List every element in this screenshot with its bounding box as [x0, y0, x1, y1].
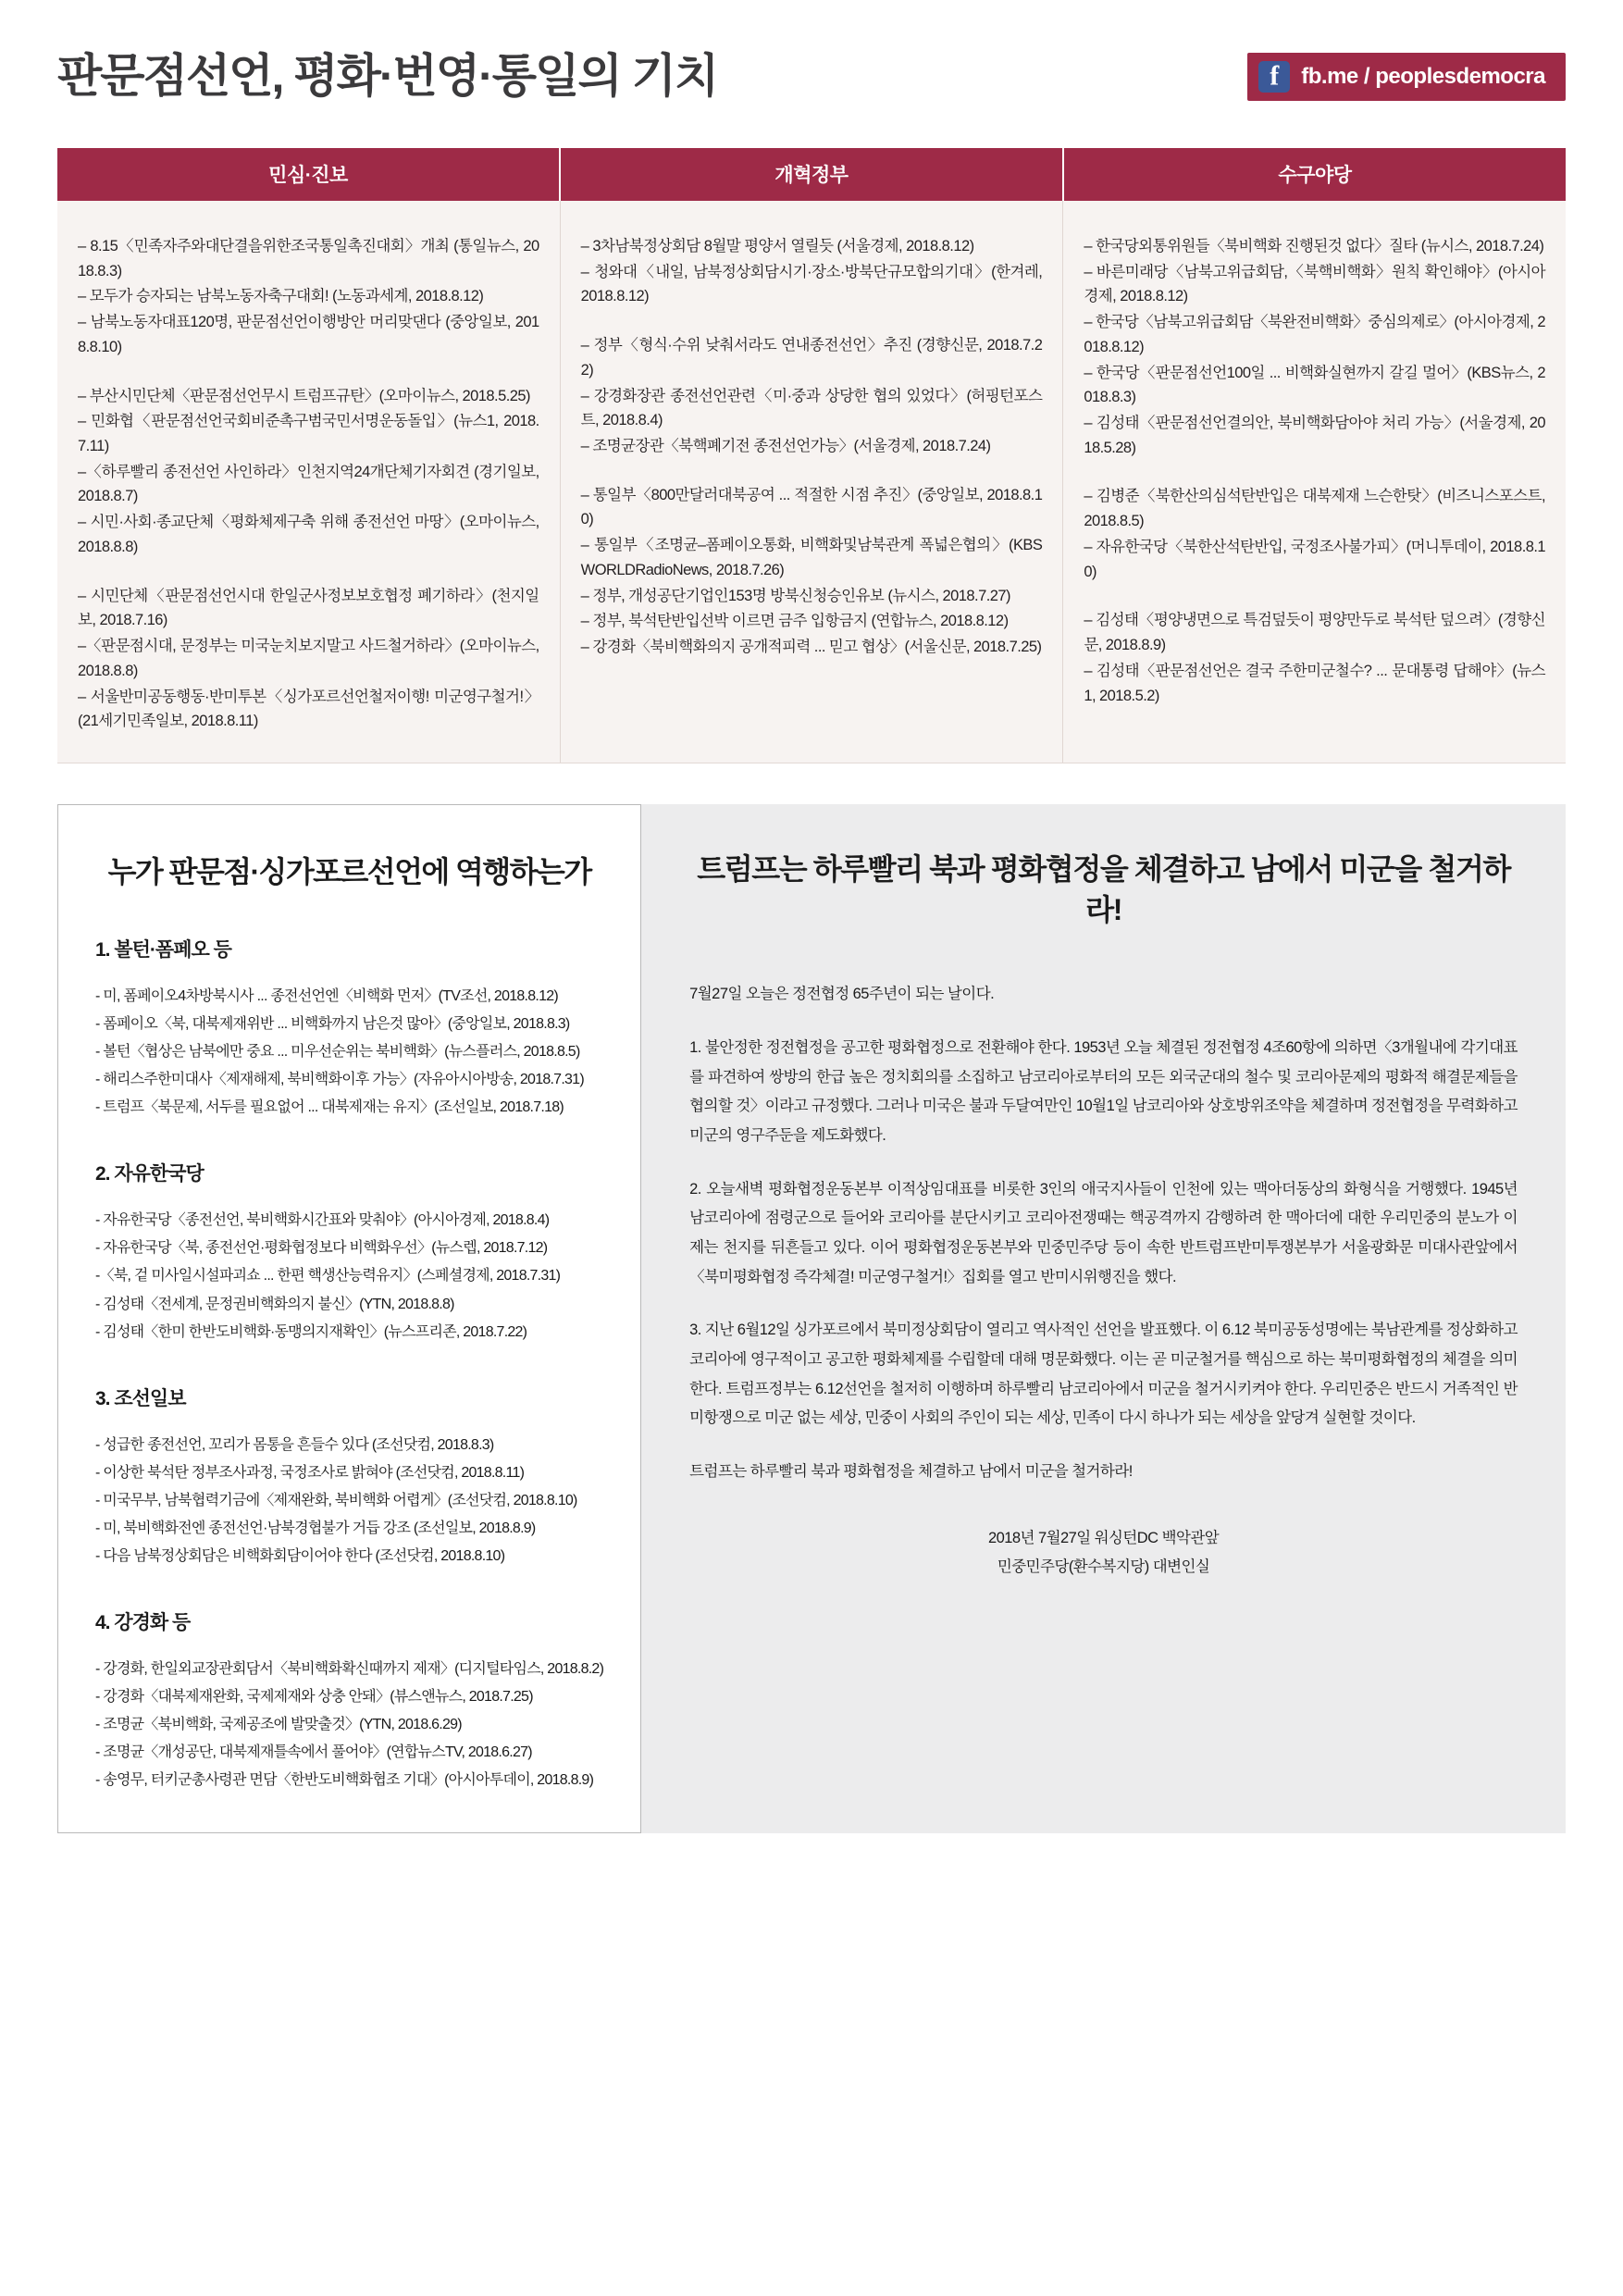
statement-paragraph: 1. 불안정한 정전협정을 공고한 평화협정으로 전환해야 한다. 1953년 오늘 체결된 정전협정 4조60항에 의하면〈3개월내에 각기대표를 파견하여 쌍방의 한급 높은 정치회의를 소집하고 남코리아로부터의 모든 외국군대의 철수 및 코리아문제의 평화적 해결문제들을 협의할 것〉이라고 규정했다. 그러나 미국은 불과 두달여만인 10월1일 남코리아와 상호방위조약을 체결하며 정전협정을 무력화하고 미군의 영구주둔을 제도화했다.: [689, 1038, 1518, 1144]
facebook-badge[interactable]: [1247, 53, 1566, 101]
clipping-item: – 바른미래당〈남북고위급회담,〈북핵비핵화〉원칙 확인해야〉(아시아경제, 2018.8.12): [1084, 263, 1546, 305]
clipping-group: [78, 584, 539, 734]
section-item: - 미국무부, 남북협력기금에〈제재완화, 북비핵화 어렵게〉(조선닷컴, 2018.8.10): [95, 1492, 577, 1508]
section-item: - 성급한 종전선언, 꼬리가 몸통을 흔들수 있다 (조선닷컴, 2018.8.3): [95, 1436, 494, 1453]
signature-line: 민중민주당(환수복지당) 대변인실: [997, 1558, 1210, 1575]
clipping-item: – 한국당외통위원들〈북비핵화 진행된것 없다〉질타 (뉴시스, 2018.7.24): [1084, 238, 1544, 254]
clipping-item: – 강경화장관 종전선언관련〈미·중과 상당한 협의 있었다〉(허핑턴포스트, 2018.8.4): [580, 387, 1043, 429]
section-item: - 강경화, 한일외교장관회담서〈북비핵화확신때까지 제재〉(디지털타임스, 2018.8.2): [95, 1661, 604, 1678]
section-item: - 미, 북비핵화전엔 종전선언·남북경협불가 거듭 강조 (조선일보, 2018.8.9): [95, 1520, 536, 1536]
panel-who-opposes-declarations: [57, 804, 641, 1833]
clipping-item: – 청와대〈내일, 남북정상회담시기·장소·방북단규모합의기대〉(한겨레, 2018.8.12): [580, 263, 1043, 305]
section-item: - 조명균〈개성공단, 대북제재틀속에서 풀어야〉(연합뉴스TV, 2018.6.27): [95, 1744, 532, 1761]
section-item: - 해리스주한미대사〈제재해제, 북비핵화이후 가능〉(자유아시아방송, 2018.7.31): [95, 1072, 584, 1088]
clipping-item: – 김성태〈평양냉면으로 특검덮듯이 평양만두로 북석탄 덮으려〉(경향신문, 2018.8.9): [1084, 612, 1546, 654]
clipping-item: – 8.15〈민족자주와대단결을위한조국통일촉진대회〉개최 (통일뉴스, 2018.8.3): [78, 238, 539, 279]
clipping-item: – 정부〈형식·수위 낮춰서라도 연내종전선언〉추진 (경향신문, 2018.7.22): [580, 337, 1043, 379]
statement-paragraph: 2. 오늘새벽 평화협정운동본부 이적상임대표를 비롯한 3인의 애국지사들이 인천에 있는 맥아더동상의 화형식을 거행했다. 1945년 남코리아에 점령군으로 들어와 코리아를 분단시키고 코리아전쟁때는 핵공격까지 감행하려 한 맥아더에 대한 우리민중의 분노가 이제는 천지를 뒤흔들고 있다. 이어 평화협정운동본부와 민중민주당 등이 속한 반트럼프반미투쟁본부가 서울광화문 미대사관앞에서〈북미평화협정 즉각체결! 미군영구철거!〉집회를 열고 반미시위행진을 했다.: [689, 1180, 1518, 1285]
clipping-column-gaehyeok-jeongbu: [561, 201, 1064, 763]
masthead: [0, 0, 1623, 148]
clipping-group: [581, 234, 1043, 309]
section-item: - 김성태〈전세계, 문정권비핵화의지 불신〉(YTN, 2018.8.8): [95, 1296, 454, 1312]
clipping-item: – 남북노동자대표120명, 판문점선언이행방안 머리맞댄다 (중앙일보, 2018.8.10): [78, 314, 539, 355]
section-item: - 다음 남북정상회담은 비핵화회담이어야 한다 (조선닷컴, 2018.8.10): [95, 1548, 505, 1565]
section-item: - 강경화〈대북제재완화, 국제제재와 상충 안돼〉(뷰스앤뉴스, 2018.7.25): [95, 1689, 533, 1706]
column-header-gaehyeok-jeongbu: 개혁정부: [561, 148, 1064, 201]
section-item: - 김성태〈한미 한반도비핵화·동맹의지재확인〉(뉴스프리존, 2018.7.22): [95, 1323, 527, 1340]
section-bolton-pompeo: [95, 935, 603, 1122]
clipping-item: – 조명균장관〈북핵폐기전 종전선언가능〉(서울경제, 2018.7.24): [580, 438, 991, 455]
clipping-item: – 시민·사회·종교단체〈평화체제구축 위해 종전선언 마땅〉(오마이뉴스, 2018.8.8): [78, 514, 539, 555]
section-item: - 이상한 북석탄 정부조사과정, 국정조사로 밝혀야 (조선닷컴, 2018.8.11): [95, 1464, 525, 1481]
statement-paragraph: 7월27일 오늘은 정전협정 65주년이 되는 날이다.: [689, 986, 995, 1003]
clipping-item: – 김성태〈판문점선언결의안, 북비핵화담아야 처리 가능〉(서울경제, 2018.5.28): [1084, 415, 1546, 456]
section-item: - 자유한국당〈종전선언, 북비핵화시간표와 맞춰야〉(아시아경제, 2018.8.4): [95, 1212, 550, 1229]
facebook-icon: [1258, 61, 1290, 93]
clipping-item: – 시민단체〈판문점선언시대 한일군사정보보호협정 폐기하라〉(천지일보, 2018.7.16): [78, 587, 539, 629]
section-item: - 폼페이오〈북, 대북제재위반 ... 비핵화까지 남은것 많아〉(중앙일보, 2018.8.3): [95, 1016, 570, 1033]
clipping-item: – 서울반미공동행동·반미투본〈싱가포르선언철저이행! 미군영구철거!〉(21세기민족일보, 2018.8.11): [78, 688, 539, 730]
section-item: - 미, 폼페이오4차방북시사 ... 종전선언엔〈비핵화 먼저〉(TV조선, 2018.8.12): [95, 987, 558, 1004]
clipping-item: – 한국당〈남북고위급회담〈북완전비핵화〉중심의제로〉(아시아경제, 2018.8.12): [1084, 314, 1546, 355]
clipping-item: – 강경화〈북비핵화의지 공개적피력 ... 믿고 협상〉(서울신문, 2018.7.25): [580, 639, 1042, 656]
clipping-item: – 김성태〈판문점선언은 결국 주한미군철수? ... 문대통령 답해야〉(뉴스1, 2018.5.2): [1084, 662, 1546, 704]
section-kang-kyung-wha: [95, 1607, 603, 1794]
facebook-url-label: fb.me / peoplesdemocra: [1301, 64, 1545, 89]
clipping-group: [1084, 484, 1545, 584]
clipping-column-minsim-jinbo: [57, 201, 561, 763]
section-liberty-korea-party: [95, 1159, 603, 1346]
statement-signature: [689, 1524, 1518, 1582]
statement-paragraph: 3. 지난 6월12일 싱가포르에서 북미정상회담이 열리고 역사적인 선언을 발표했다. 이 6.12 북미공동성명에는 북남관계를 정상화하고 코리아에 영구적이고 공고한 평화체제를 수립할데 대해 명문화했다. 이는 곧 미군철거를 핵심으로 하는 북미평화협정의 체결을 의미한다. 트럼프정부는 6.12선언을 철저히 이행하며 하루빨리 남코리아에서 미군을 철거시키켜야 한다. 우리민중은 반드시 거족적인 반미항쟁으로 미군 없는 세상, 민중이 사회의 주인이 되는 세상, 민족이 다시 하나가 되는 세상을 앞당겨 실현할 것이다.: [689, 1322, 1518, 1427]
panel-left-title: 누가 판문점·싱가포르선언에 역행하는가: [107, 854, 591, 888]
statement-title: 트럼프는 하루빨리 북과 평화협정을 체결하고 남에서 미군을 철거하라!: [697, 851, 1510, 927]
page-title: 판문점선언, 평화·번영·통일의 기치: [57, 50, 718, 102]
clipping-item: – 정부, 개성공단기업인153명 방북신청승인유보 (뉴시스, 2018.7.27): [580, 587, 1010, 604]
section-title: 1. 볼턴·폼페오 등: [95, 938, 231, 961]
clipping-item: – 한국당〈판문점선언100일 ... 비핵화실현까지 갈길 멀어〉(KBS뉴스, 2018.8.3): [1084, 364, 1546, 406]
signature-line: 2018년 7월27일 워싱턴DC 백악관앞: [988, 1529, 1220, 1546]
section-item: - 조명균〈북비핵화, 국제공조에 발맞출것〉(YTN, 2018.6.29): [95, 1717, 462, 1733]
news-clipping-table: [57, 148, 1566, 763]
clipping-item: –〈하루빨리 종전선언 사인하라〉인천지역24개단체기자회견 (경기일보, 2018.8.7): [78, 463, 539, 505]
bottom-panels: [57, 804, 1566, 1833]
section-chosun-ilbo: [95, 1384, 603, 1570]
section-item: - 자유한국당〈북, 종전선언·평화협정보다 비핵화우선〉(뉴스렙, 2018.7.12): [95, 1240, 548, 1257]
section-title: 3. 조선일보: [95, 1387, 186, 1409]
clipping-group: [581, 483, 1043, 660]
clipping-column-sugu-yadang: [1063, 201, 1566, 763]
section-item: - 볼턴〈협상은 남북에만 중요 ... 미우선순위는 북비핵화〉(뉴스플러스, 2018.8.5): [95, 1044, 580, 1061]
clipping-item: –〈판문점시대, 문정부는 미국눈치보지말고 사드철거하라〉(오마이뉴스, 2018.8.8): [78, 638, 539, 679]
clipping-group: [581, 333, 1043, 459]
clipping-item: – 부산시민단체〈판문점선언무시 트럼프규탄〉(오마이뉴스, 2018.5.25): [78, 387, 530, 404]
clipping-item: – 민화협〈판문점선언국회비준촉구범국민서명운동돌입〉(뉴스1, 2018.7.11): [78, 413, 539, 455]
clipping-group: [1084, 234, 1545, 460]
clipping-item: – 3차남북정상회담 8월말 평양서 열릴듯 (서울경제, 2018.8.12): [580, 238, 974, 254]
clipping-group: [78, 234, 539, 360]
section-item: -〈북, 겉 미사일시설파괴쇼 ... 한편 핵생산능력유지〉(스페셜경제, 2018.7.31): [95, 1268, 561, 1285]
clipping-group: [78, 384, 539, 560]
section-title: 4. 강경화 등: [95, 1612, 191, 1634]
clipping-item: – 모두가 승자되는 남북노동자축구대회! (노동과세계, 2018.8.12): [78, 288, 484, 305]
clipping-group: [1084, 608, 1545, 708]
panel-statement: [641, 804, 1566, 1833]
clipping-item: – 통일부〈800만달러대북공여 ... 적절한 시점 추진〉(중앙일보, 2018.8.10): [580, 486, 1043, 528]
clipping-item: – 정부, 북석탄반입선박 이르면 금주 입항금지 (연합뉴스, 2018.8.12): [580, 613, 1009, 630]
section-title: 2. 자유한국당: [95, 1163, 204, 1185]
section-item: - 송영무, 터키군총사령관 면담〈한반도비핵화협조 기대〉(아시아투데이, 2018.8.9): [95, 1772, 594, 1789]
clipping-item: – 통일부〈조명균–폼페이오통화, 비핵화및남북관계 폭넓은협의〉(KBSWORLDRadioNews, 2018.7.26): [580, 537, 1043, 578]
column-header-minsim-jinbo: 민심·진보: [57, 148, 561, 201]
clipping-item: – 김병준〈북한산의심석탄반입은 대북제재 느슨한탓〉(비즈니스포스트, 2018.8.5): [1084, 488, 1546, 530]
statement-paragraph: 트럼프는 하루빨리 북과 평화협정을 체결하고 남에서 미군을 철거하라!: [689, 1462, 1133, 1480]
section-item: - 트럼프〈북문제, 서두를 필요없어 ... 대북제재는 유지〉(조선일보, 2018.7.18): [95, 1099, 564, 1116]
clipping-item: – 자유한국당〈북한산석탄반입, 국정조사불가피〉(머니투데이, 2018.8.10): [1084, 538, 1546, 580]
news-clipping-body: [57, 201, 1566, 763]
column-header-sugu-yadang: 수구야당: [1278, 165, 1352, 186]
news-clipping-header-row: [57, 148, 1566, 201]
